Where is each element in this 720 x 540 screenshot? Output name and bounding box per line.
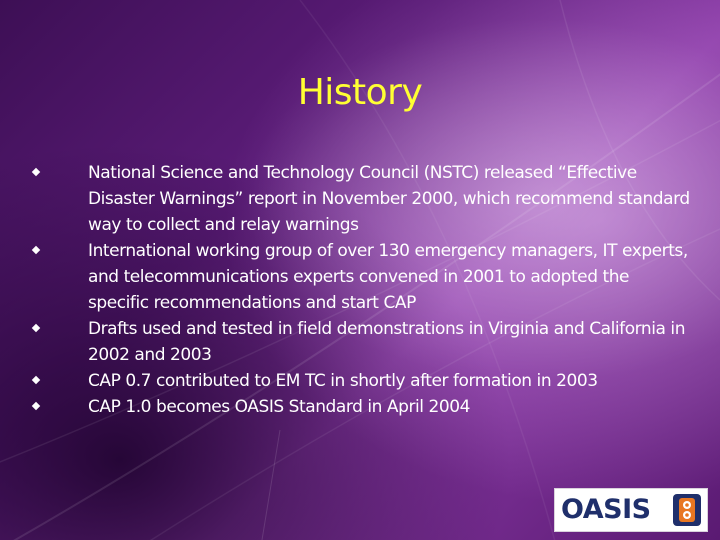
bullet-item xyxy=(30,160,690,238)
bullet-item xyxy=(30,316,690,368)
diamond-bullet-icon xyxy=(32,376,40,384)
bullet-item xyxy=(30,368,690,394)
bullet-text: International working group of over 130 emergency managers, IT experts, and telecommunications experts convened in 2001 to adopted the specific recommendations and start CAP xyxy=(88,241,688,313)
bullet-text: National Science and Technology Council (NSTC) released “Effective Disaster Warnings” report in November 2000, which recommend standard way to collect and relay warnings xyxy=(88,163,690,235)
diamond-bullet-icon xyxy=(32,246,40,254)
bullet-item xyxy=(30,238,690,316)
diamond-bullet-icon xyxy=(32,168,40,176)
bullet-text: Drafts used and tested in field demonstrations in Virginia and California in 2002 and 2003 xyxy=(88,319,686,365)
bullet-item xyxy=(30,394,690,420)
slide-title: History xyxy=(297,72,423,113)
diamond-bullet-icon xyxy=(32,324,40,332)
logo-text: OASIS xyxy=(561,494,651,525)
oasis-logo xyxy=(554,488,708,532)
bullet-list xyxy=(30,160,690,420)
diamond-bullet-icon xyxy=(32,402,40,410)
bullet-text: CAP 1.0 becomes OASIS Standard in April 2004 xyxy=(88,397,470,417)
bullet-text: CAP 0.7 contributed to EM TC in shortly after formation in 2003 xyxy=(88,371,598,391)
oasis-mark-icon xyxy=(673,494,701,526)
